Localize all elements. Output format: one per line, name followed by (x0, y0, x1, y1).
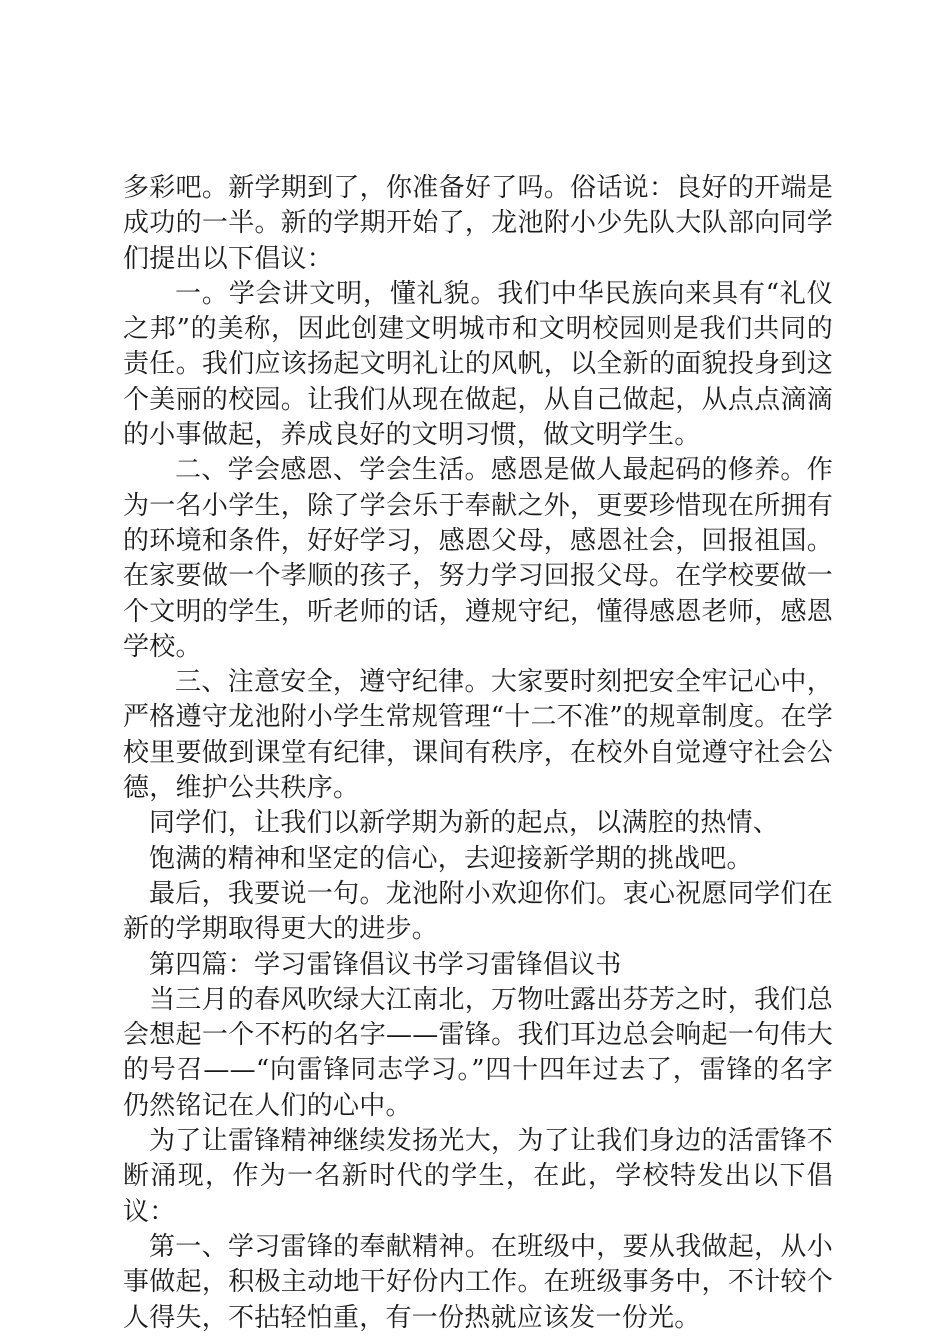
paragraph-proposal-3: 三、注意安全，遵守纪律。大家要时刻把安全牢记心中，严格遵守龙池附小学生常规管理“十二不准”的规章制度。在学校里要做到课堂有纪律，课间有秩序，在校外自觉遵守社会公德，维护公共秩序。 (123, 667, 833, 804)
paragraph-closing-line-1: 同学们，让我们以新学期为新的起点，以满腔的热情、 (149, 808, 780, 839)
paragraph-proposal-1: 一。学会讲文明，懂礼貌。我们中华民族向来具有“礼仪之邦”的美称，因此创建文明城市和文明校园则是我们共同的责任。我们应该扬起文明礼让的风帆，以全新的面貌投身到这个美丽的校园。让我们从现在做起，从自己做起，从点点滴滴的小事做起，养成良好的文明习惯，做文明学生。 (123, 278, 833, 451)
paragraph-proposal-2: 二、学会感恩、学会生活。感恩是做人最起码的修养。作为一名小学生，除了学会乐于奉献之外，更要珍惜现在所拥有的环境和条件，好好学习，感恩父母，感恩社会，回报祖国。在家要做一个孝顺的孩子，努力学习回报父母。在学校要做一个文明的学生，听老师的话，遵规守纪，懂得感恩老师，感恩学校。 (123, 455, 833, 662)
paragraph-closing-line-2: 饱满的精神和坚定的信心，去迎接新学期的挑战吧。 (149, 843, 753, 874)
paragraph-leifeng-point-1: 第一、学习雷锋的奉献精神。在班级中，要从我做起，从小事做起，积极主动地干好份内工作。在班级事务中，不计较个人得失，不拈轻怕重，有一份热就应该发一份光。 (123, 1231, 833, 1333)
document-body (123, 171, 833, 1336)
paragraph-final-wish: 最后，我要说一句。龙池附小欢迎你们。衷心祝愿同学们在新的学期取得更大的进步。 (123, 878, 833, 945)
section-heading: 第四篇：学习雷锋倡议书学习雷锋倡议书 (149, 949, 622, 980)
paragraph-leifeng-purpose: 为了让雷锋精神继续发扬光大，为了让我们身边的活雷锋不断涌现，作为一名新时代的学生，在此，学校特发出以下倡议： (123, 1126, 833, 1227)
paragraph-leifeng-intro: 当三月的春风吹绿大江南北，万物吐露出芬芳之时，我们总会想起一个不朽的名字——雷锋。我们耳边总会响起一句伟大的号召——“向雷锋同志学习。”四十四年过去了，雷锋的名字仍然铭记在人们的心中。 (123, 984, 833, 1121)
paragraph-intro: 多彩吧。新学期到了，你准备好了吗。俗话说：良好的开端是成功的一半。新的学期开始了，龙池附小少先队大队部向同学们提出以下倡议： (123, 173, 833, 274)
